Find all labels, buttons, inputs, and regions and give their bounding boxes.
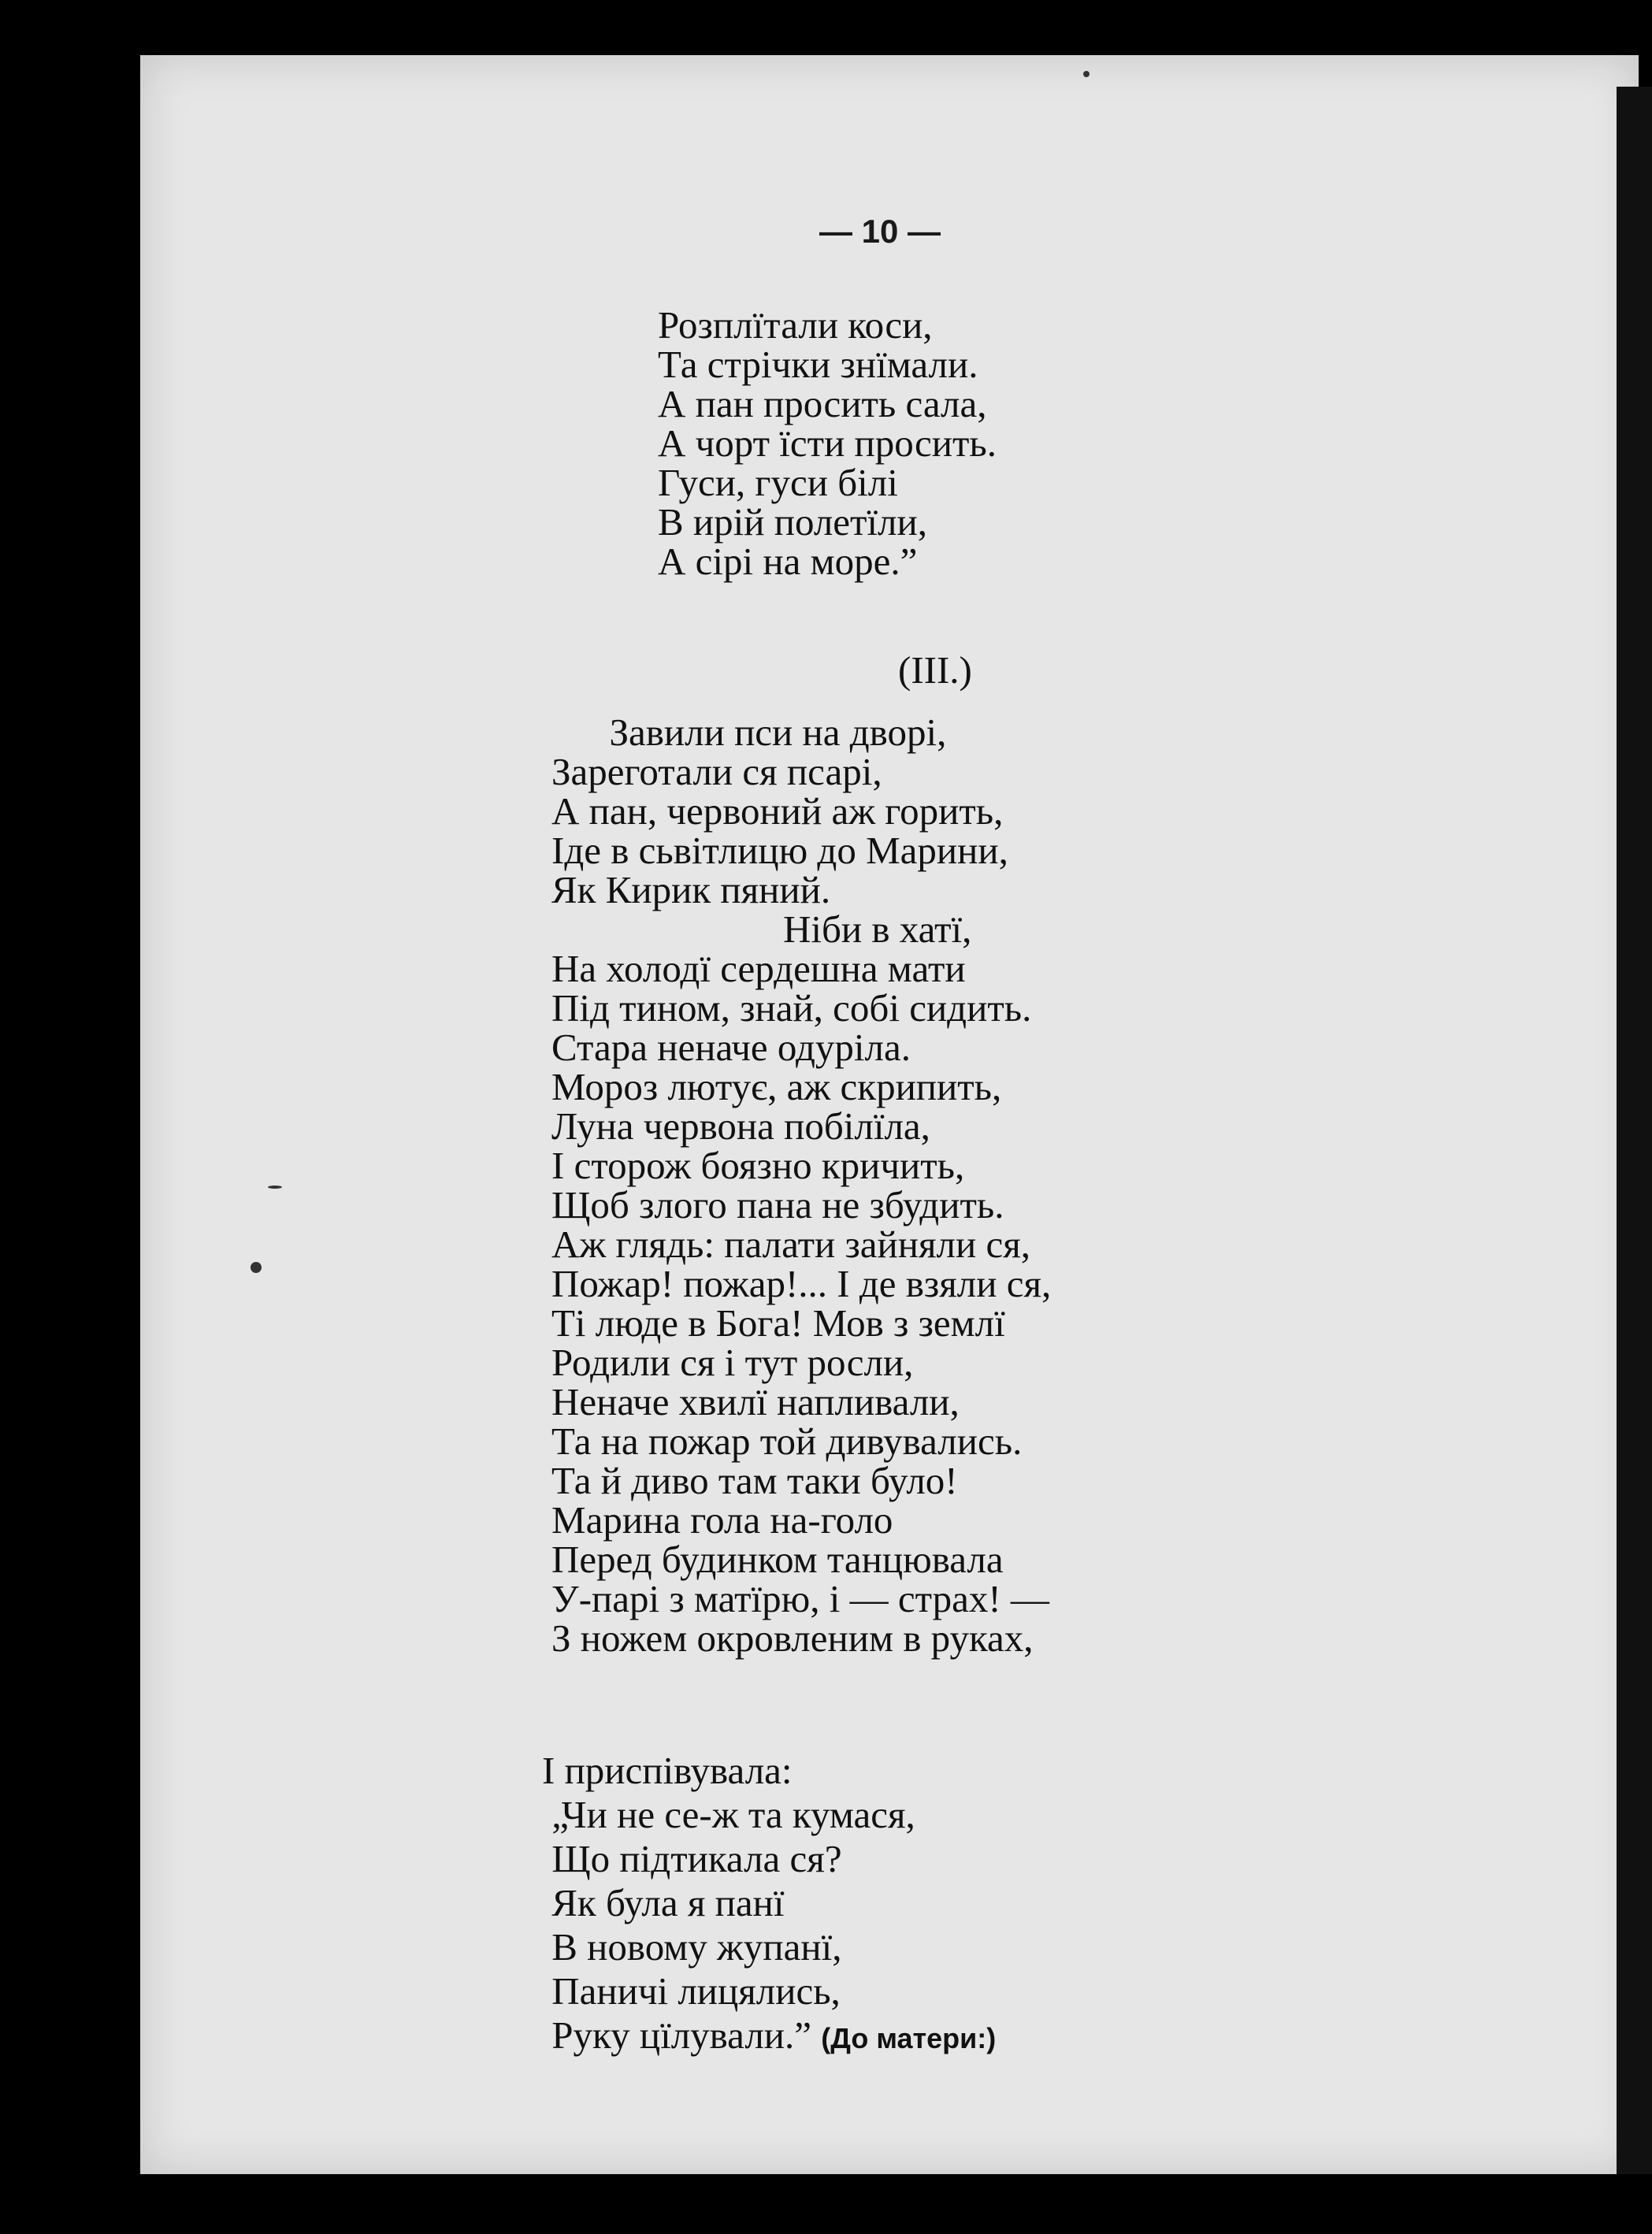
- verse-line: Та стрічки знїмали.: [658, 343, 978, 386]
- verse-line: Родили ся і тут росли,: [551, 1341, 914, 1384]
- verse-line: Зареготали ся псарі,: [551, 750, 882, 793]
- verse-line: Іде в сьвітлицю до Марини,: [551, 829, 1008, 872]
- verse-line: Пожар! пожар!... І де взяли ся,: [551, 1262, 1052, 1305]
- verse-line: У-парі з матїрю, і — страх! —: [551, 1577, 1049, 1620]
- verse-line: Щоб злого пана не збудить.: [551, 1183, 1004, 1226]
- verse-line: І приспівувала:: [542, 1749, 793, 1792]
- verse-line: Ті люде в Бога! Мов з землї: [551, 1301, 1005, 1345]
- verse-line: Стара неначе одуріла.: [551, 1026, 911, 1069]
- stanza-3: [542, 1749, 996, 2058]
- verse-line: Перед будинком танцювала: [551, 1538, 1004, 1581]
- verse-line: Та й диво там таки було!: [551, 1459, 958, 1502]
- verse-line: І сторож боязно кричить,: [551, 1144, 965, 1187]
- verse-line: З ножем окровленим в руках,: [551, 1616, 1034, 1660]
- ink-speck: [268, 1186, 282, 1189]
- verse-line: А сірі на море.”: [658, 540, 918, 583]
- verse-line: Мороз лютує, аж скрипить,: [551, 1065, 1002, 1108]
- verse-line: Завили пси на дворі,: [551, 711, 947, 754]
- verse-line: А пан, червоний аж горить,: [551, 789, 1004, 833]
- verse-line: Луна червона побілїла,: [551, 1104, 930, 1148]
- verse-line-last: [542, 2013, 996, 2058]
- verse-line: Гуси, гуси білі: [658, 461, 898, 504]
- page-number: — 10 —: [819, 213, 941, 250]
- ink-speck: [251, 1262, 262, 1273]
- verse-line: В новому жупанї,: [542, 1925, 842, 1969]
- verse-line: Та на пожар той дивувались.: [551, 1419, 1023, 1463]
- stage-direction: (До матери:): [821, 2022, 997, 2054]
- verse-line: А чорт їсти просить.: [658, 421, 997, 465]
- verse-line: Як Кирик пяний.: [551, 868, 831, 911]
- verse-line: Розплїтали коси,: [658, 303, 933, 347]
- verse-line: Як була я панї: [542, 1881, 785, 1924]
- verse-line: Паничі лицялись,: [542, 1969, 841, 2013]
- section-heading: (III.): [898, 648, 972, 692]
- verse-line: На холодї сердешна мати: [551, 947, 966, 990]
- verse-line: А пан просить сала,: [658, 382, 987, 425]
- verse-line: Під тином, знай, собі сидить.: [551, 986, 1032, 1030]
- verse-line: В ирій полетїли,: [658, 500, 927, 544]
- stanza-1: [658, 303, 997, 583]
- verse-line: Що підтикала ся?: [542, 1837, 842, 1880]
- verse-text: Руку цїлували.”: [542, 2013, 811, 2057]
- ink-speck: [1083, 71, 1090, 77]
- verse-line: Неначе хвилї напливали,: [551, 1380, 960, 1423]
- stanza-2: [551, 713, 1051, 1658]
- verse-line: Аж глядь: палати зайняли ся,: [551, 1223, 1031, 1266]
- verse-line: Марина гола на-голо: [551, 1498, 893, 1542]
- verse-line: „Чи не се-ж та кумася,: [542, 1793, 915, 1836]
- page-edge-shadow: [1617, 87, 1652, 2174]
- verse-line: Ніби в хатї,: [551, 907, 972, 951]
